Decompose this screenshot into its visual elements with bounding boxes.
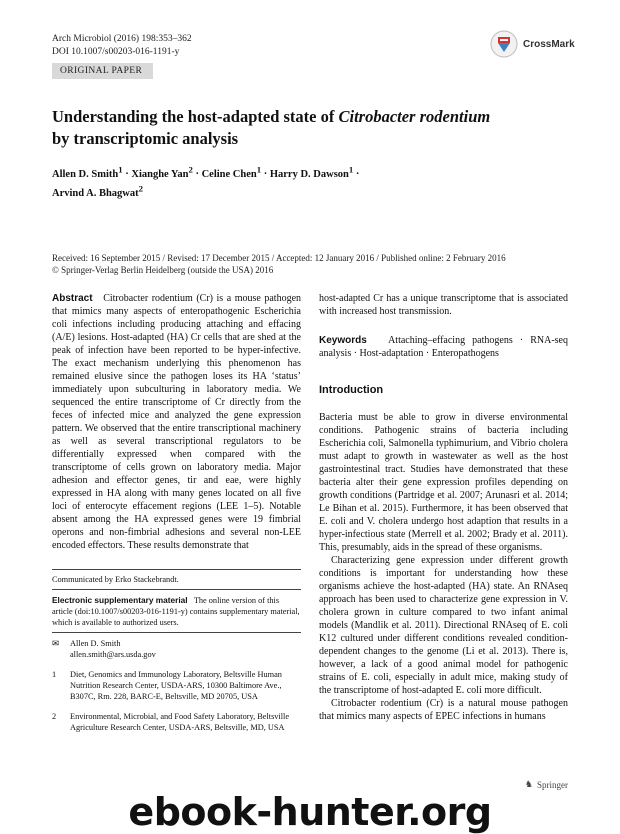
author[interactable]: Allen D. Smith$^1$ bbox=[52, 164, 123, 180]
author-list: Allen D. Smith$^1$ · Xianghe Yan$^2$ · Celine Chen$^1$ · Harry D. Dawson$^1$ · Arvind A. Bhagwat$^2$ bbox=[52, 164, 360, 199]
envelope-icon: ✉ bbox=[52, 639, 59, 648]
crossmark-badge[interactable] bbox=[490, 30, 575, 58]
contact-author bbox=[52, 638, 301, 660]
title-part1: Understanding the host-adapted state of bbox=[52, 107, 339, 126]
paper-type-label: ORIGINAL PAPER bbox=[52, 63, 153, 79]
springer-label: Springer bbox=[537, 779, 568, 790]
esm-text: The online version of this article (doi:10.1007/s00203-016-1191-y) contains supplementary material, which is available to authorized users. bbox=[52, 596, 300, 627]
copyright: © Springer-Verlag Berlin Heidelberg (outside the USA) 2016 bbox=[52, 265, 274, 275]
history-dates: Received: 16 September 2015 / Revised: 17 December 2015 / Accepted: 12 January 2016 / Published online: 2 February 2016 bbox=[52, 253, 506, 263]
intro-paragraph-1: Bacteria must be able to grow in diverse environmental conditions. Pathogenic strains of bacteria including Escherichia coli, Salmonella typhimurium, and Vibrio cholera must adapt to growth in wastewater as well as the host gastrointestinal tract. Studies have demonstrated that these bacteria alter their gene expression profiles depending on growth conditions (Partridge et al. 2007; Arunasri et al. 2014; Le Bihan et al. 2015). Furthermore, it has been observed that E. coli and V. cholera undergo host adaption that results in a hyper-infectious state (Merrell et al. 2002; Brady et al. 2011). This, presumably, aids in the spread of these organisms. bbox=[319, 412, 568, 553]
journal-doi: DOI 10.1007/s00203-016-1191-y bbox=[52, 47, 180, 57]
author[interactable]: Celine Chen$^1$ bbox=[201, 164, 262, 180]
author[interactable]: Arvind A. Bhagwat$^2$ bbox=[52, 183, 144, 199]
abstract-continued: host-adapted Cr has a unique transcriptome that is associated with increased host transmission. bbox=[319, 293, 568, 317]
article-title bbox=[52, 106, 572, 150]
watermark: ebook-hunter.org bbox=[128, 790, 492, 834]
esm-note bbox=[52, 595, 301, 628]
keywords bbox=[319, 334, 568, 360]
communicated-by: Communicated by Erko Stackebrandt. bbox=[52, 575, 179, 584]
right-column bbox=[319, 292, 568, 723]
author[interactable]: Harry D. Dawson$^1$ bbox=[269, 164, 354, 180]
intro-paragraph-3: Citrobacter rodentium (Cr) is a natural mouse pathogen that mimics many aspects of EPEC infections in humans bbox=[319, 698, 568, 722]
abstract bbox=[52, 292, 301, 552]
abstract-text: Citrobacter rodentium (Cr) is a mouse pathogen that mimics many aspects of enteropathogenic Escherichia coli infections including producing attaching and effacing (A/E) lesions. Host-adapted (HA) Cr cells that are shed at the peak of infection have been reported to be hyper-infective. The exact mechanism underlying this phenomenon has remained elusive since the pathogen loses its HA ‘status’ immediately upon subculturing in laboratory media. We sequenced the entire transcriptome of Cr directly from the feces of infected mice and analyzed the gene expression pattern. We observed that the entire transcriptional machinery as well as several transcriptional regulators to be differentially expressed when compared with the transcriptome of cells grown on laboratory media. Major adhesion and effector genes, tir and eae, were highly expressed in HA along with many genes located on all five loci of enterocyte effacement regions (LEE 1–5). Notable absent among the HA expressed genes were 19 fimbrial operons and non-fimbrial adhesions and several non-LEE encoded effectors. These results demonstrate that bbox=[52, 293, 302, 551]
springer-logo bbox=[525, 779, 568, 790]
crossmark-icon bbox=[490, 30, 518, 58]
esm-label: Electronic supplementary material bbox=[52, 595, 188, 605]
footnote-divider bbox=[52, 589, 301, 590]
affiliation-2: 2 Environmental, Microbial, and Food Safety Laboratory, Beltsville Agriculture Research Center, USDA-ARS, Beltsville, MD, USA bbox=[52, 712, 290, 732]
affiliation-1: 1 Diet, Genomics and Immunology Laboratory, Beltsville Human Nutrition Research Center, USDA-ARS, 10300 Baltimore Ave., B307C, Rm. 228, BARC-E, Beltsville, MD 20705, USA bbox=[52, 670, 282, 701]
footnote-list bbox=[52, 638, 301, 742]
footnote-divider bbox=[52, 569, 301, 570]
intro-paragraph-2: Characterizing gene expression under different growth conditions is important for understanding how these organisms achieve the host-adapted (HA) state. An RNAseq approach has been used to characterize gene expression in V. cholera grown in culture compared to two infant animal models (Mandlik et al. 2011). Directional RNAseq of E. coli K12 cultured under different conditions revealed condition-dependent changes to the genome (Li et al. 2013). There is, however, a lack of a good animal model for pathogenic strains of E. coli, especially in adult mice, making study of the transcriptome of host-adapted E. coli more difficult. bbox=[319, 555, 568, 696]
keywords-label: Keywords bbox=[319, 335, 367, 346]
title-species: Citrobacter rodentium bbox=[338, 107, 491, 126]
article-dates bbox=[52, 252, 572, 276]
keywords-text: Attaching–effacing pathogens · RNA-seq analysis · Host-adaptation · Enteropathogens bbox=[319, 335, 568, 359]
footnote-divider bbox=[52, 632, 301, 633]
left-column bbox=[52, 292, 301, 552]
springer-horse-icon: ♞ bbox=[524, 779, 533, 789]
abstract-label: Abstract bbox=[52, 293, 93, 304]
section-heading-introduction: Introduction bbox=[319, 384, 384, 396]
author[interactable]: Xianghe Yan$^2$ bbox=[131, 164, 193, 180]
contact-name: Allen D. Smith bbox=[70, 639, 121, 648]
journal-header bbox=[52, 33, 192, 59]
journal-citation: Arch Microbiol (2016) 198:353–362 bbox=[52, 34, 192, 44]
crossmark-label: CrossMark bbox=[523, 38, 575, 50]
title-part2: by transcriptomic analysis bbox=[52, 129, 239, 148]
contact-email[interactable]: allen.smith@ars.usda.gov bbox=[70, 650, 156, 659]
